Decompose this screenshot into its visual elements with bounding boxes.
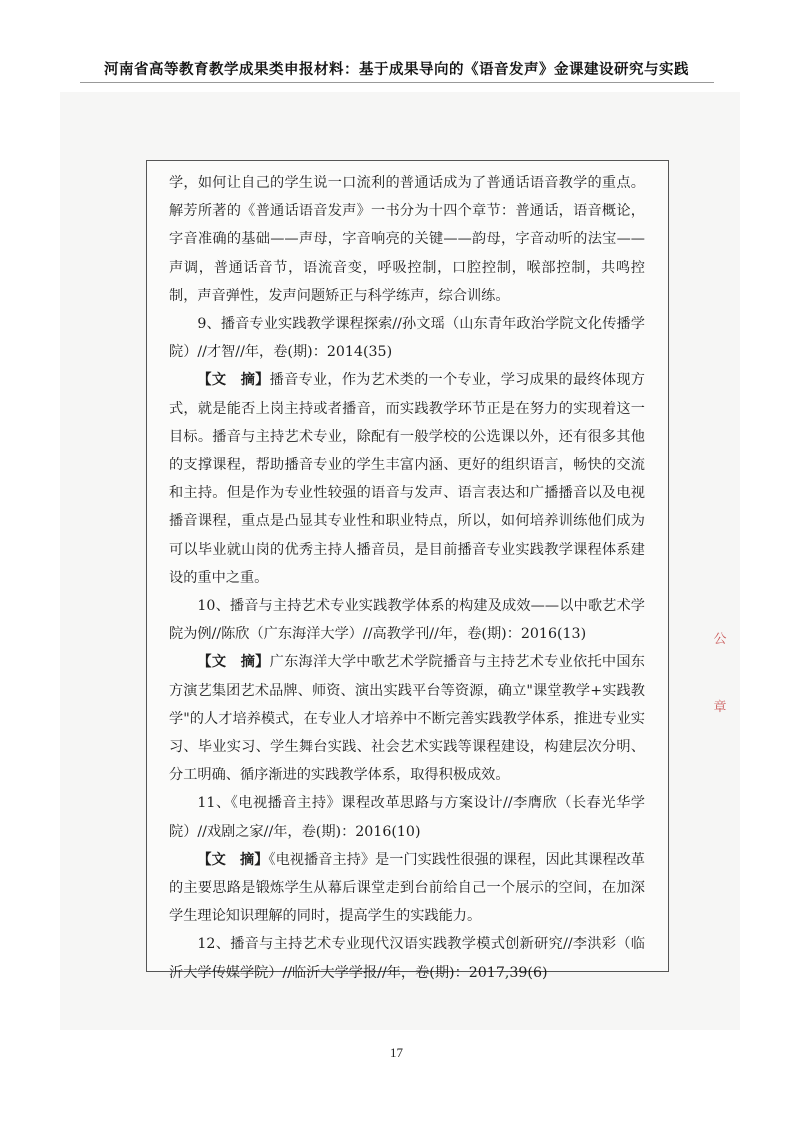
page-number: 17: [390, 1045, 403, 1060]
abstract-9: [169, 366, 645, 592]
abstract-label: 【文 摘】: [197, 372, 270, 389]
abstract-label: 【文 摘】: [197, 851, 269, 868]
header-divider: [80, 82, 714, 83]
abstract-text: 广东海洋大学中歌艺术学院播音与主持艺术专业依托中国东方演艺集团艺术品牌、师资、演出实践平台等资源，确立"课堂教学+实践教学"的人才培养模式，在专业人才培养中不断完善实践教学体系，推进专业实习、毕业实习、学生舞台实践、社会艺术实践等课程建设，构建层次分明、分工明确、循序渐进的实践教学体系，取得积极成效。: [169, 654, 645, 784]
reference-entry-11: 11、《电视播音主持》课程改革思路与方案设计//李膺欣（长春光华学院）//戏剧之家//年，卷(期)：2016(10): [169, 795, 645, 840]
paragraph-continuation: 学，如何让自己的学生说一口流利的普通话成为了普通话语音教学的重点。解芳所著的《普通话语音发声》一书分为十四个章节：普通话，语音概论，字音准确的基础——声母，字音响亮的关键——韵母，字音动听的法宝——声调，普通话音节，语流音变，呼吸控制，口腔控制，喉部控制，共鸣控制，声音弹性，发声问题矫正与科学练声，综合训练。: [169, 175, 645, 304]
abstract-text: 播音专业，作为艺术类的一个专业，学习成果的最终体现方式，就是能否上岗主持或者播音，而实践教学环节正是在努力的实现着这一目标。播音与主持艺术专业，除配有一般学校的公选课以外，还有很多其他的支撑课程，帮助播音专业的学生丰富内涵、更好的组织语言，畅快的交流和主持。但是作为专业性较强的语音与发声、语言表达和广播播音以及电视播音课程，重点是凸显其专业性和职业特点，所以，如何培养训练他们成为可以毕业就山岗的优秀主持人播音员，是目前播音专业实践教学课程体系建设的重中之重。: [169, 372, 645, 586]
abstract-text: 《电视播音主持》是一门实践性很强的课程，因此其课程改革的主要思路是锻炼学生从幕后课堂走到台前给自己一个展示的空间，在加深学生理论知识理解的同时，提高学生的实践能力。: [169, 851, 645, 925]
red-seal-fragment-top: 公: [713, 632, 727, 647]
abstract-11: [169, 846, 645, 931]
document-body: [169, 169, 645, 987]
content-frame: [146, 160, 669, 981]
reference-entry-10: 10、播音与主持艺术专业实践教学体系的构建及成效——以中歌艺术学院为例//陈欣（广东海洋大学）//高教学刊//年，卷(期)：2016(13): [169, 598, 645, 643]
reference-entry-12: 12、播音与主持艺术专业现代汉语实践教学模式创新研究//李洪彩（临沂大学传媒学院）//临沂大学学报//年，卷(期)：2017,39(6): [169, 936, 645, 981]
page-header-title: 河南省高等教育教学成果类申报材料：基于成果导向的《语音发声》金课建设研究与实践: [104, 62, 689, 78]
red-seal-fragment-bottom: 章: [713, 700, 727, 715]
abstract-label: 【文 摘】: [197, 654, 270, 671]
abstract-10: [169, 648, 645, 789]
reference-entry-9: 9、播音专业实践教学课程探索//孙文瑶（山东青年政治学院文化传播学院）//才智//年，卷(期)：2014(35): [169, 316, 645, 361]
